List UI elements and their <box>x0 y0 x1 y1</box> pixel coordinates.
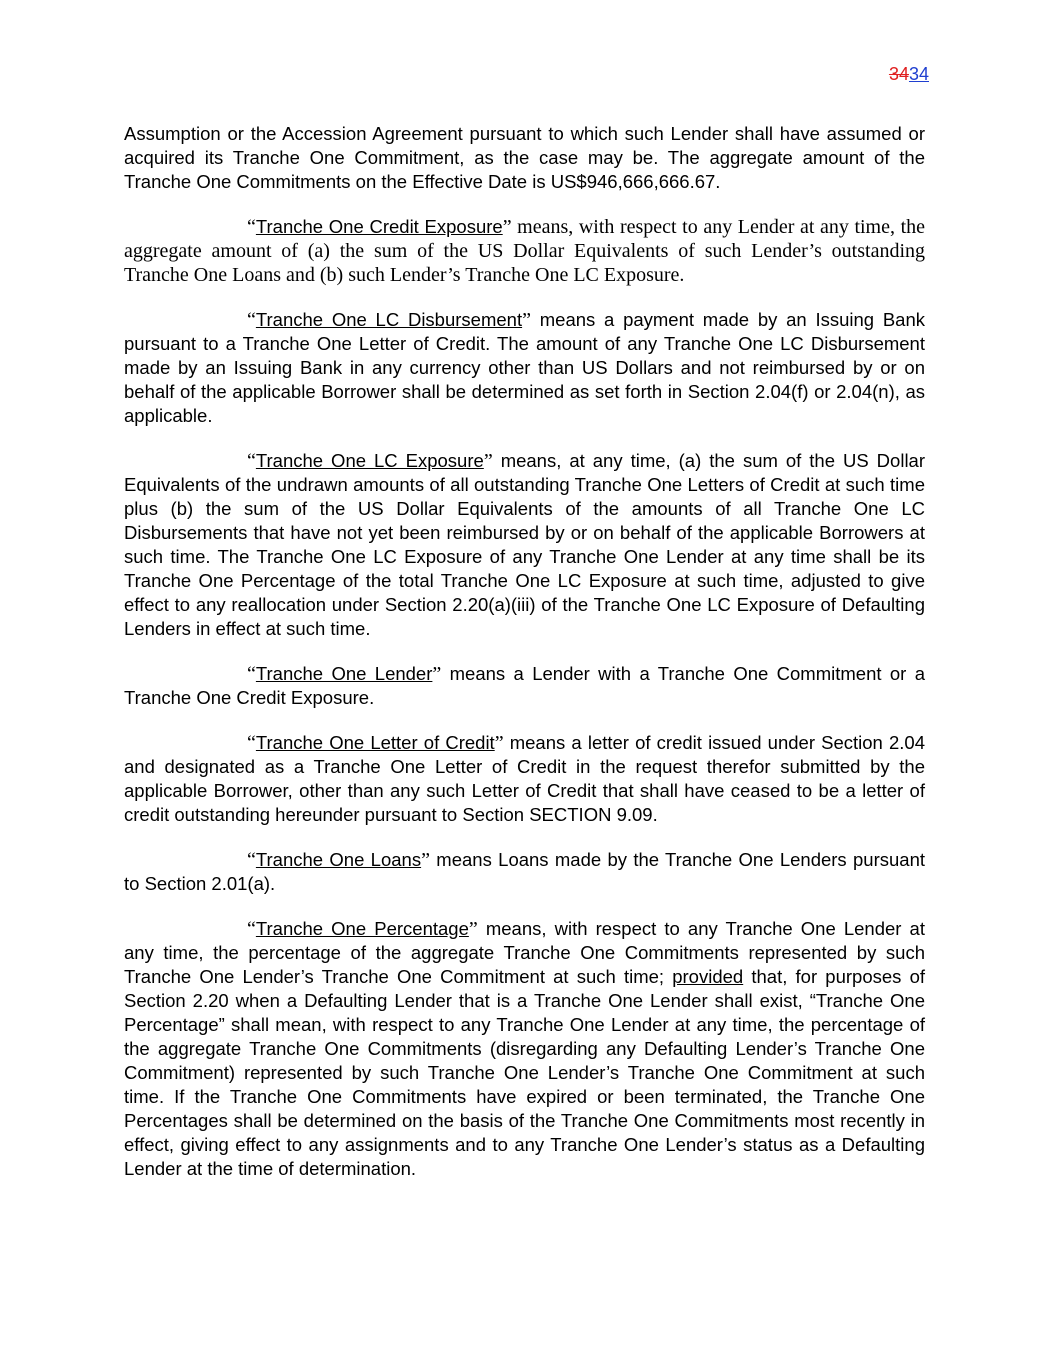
open-quote: “ <box>247 663 256 685</box>
close-quote: ” <box>522 309 531 331</box>
proviso-term: provided <box>672 966 744 987</box>
defined-term: Tranche One Lender <box>255 663 433 684</box>
definition-tranche-one-lc-disbursement <box>124 308 925 428</box>
page-number <box>889 62 929 86</box>
page-number-inserted: 34 <box>908 64 929 84</box>
open-quote: “ <box>247 732 256 754</box>
definition-text: means a payment made by an Issuing Bank pursuant to a Tranche One Letter of Credit. The amount of any Tranche One LC Disbursement made by an Issuing Bank in any currency other than US Dollars and not reimbursed by or on behalf of the applicable Borrower shall be determined as set forth in Section 2.04(f) or 2.04(n), as applicable. <box>124 309 925 426</box>
definition-text: means a Lender with a Tranche One Commitment or a Tranche One Credit Exposure. <box>124 663 925 708</box>
open-quote: “ <box>247 309 256 331</box>
document-body <box>124 122 925 1202</box>
definition-tranche-one-loans <box>124 848 925 896</box>
defined-term: Tranche One LC Disbursement <box>255 309 523 330</box>
definition-text: means a letter of credit issued under Section 2.04 and designated as a Tranche One Letter of Credit in the request therefor submitted by the applicable Borrower, other than any such Letter of Credit that shall have ceased to be a letter of credit outstanding hereunder pursuant to Section SECTION 9.09. <box>124 732 926 825</box>
close-quote: ” <box>421 849 430 871</box>
defined-term: Tranche One Letter of Credit <box>255 732 495 753</box>
defined-term: Tranche One LC Exposure <box>255 450 484 471</box>
defined-term: Tranche One Percentage <box>255 918 469 939</box>
definition-text: means, with respect to any Lender at any time, the aggregate amount of (a) the sum of the US Dollar Equivalents of such Lender’s outstanding Tranche One Loans and (b) such Lender’s Tranche One LC Exposure. <box>124 216 925 286</box>
definition-tranche-one-lc-exposure <box>124 449 925 641</box>
paragraph-text: Assumption or the Accession Agreement pursuant to which such Lender shall have assumed or acquired its Tranche One Commitment, as the case may be. The aggregate amount of the Tranche One Commitments on the Effective Date is US$946,666,666.67. <box>124 123 925 192</box>
close-quote: ” <box>483 450 493 472</box>
open-quote: “ <box>247 450 256 472</box>
paragraph-continuation <box>124 122 925 194</box>
open-quote: “ <box>247 918 256 940</box>
definition-tranche-one-credit-exposure <box>124 215 925 287</box>
defined-term: Tranche One Loans <box>255 849 422 870</box>
open-quote: “ <box>247 216 256 238</box>
definition-tranche-one-letter-of-credit <box>124 731 925 827</box>
defined-term: Tranche One Credit Exposure <box>255 216 503 237</box>
close-quote: ” <box>468 918 478 940</box>
open-quote: “ <box>247 849 256 871</box>
definition-text: means, with respect to any Tranche One Lender at any time, the percentage of the aggregate Tranche One Commitments represented by such Tranche One Lender’s Tranche One Commitment at such time; <box>124 918 925 987</box>
definition-tranche-one-percentage <box>124 917 925 1181</box>
definition-text-continued: that, for purposes of Section 2.20 when a Defaulting Lender that is a Tranche One Lender shall exist, “Tranche One Percentage” shall mean, with respect to any Tranche One Lender at any time, the percentage of the aggregate Tranche One Commitments (disregarding any Defaulting Lender’s Tranche One Commitment) represented by such Tranche One Lender’s Tranche One Commitment at such time. If the Tranche One Commitments have expired or been terminated, the Tranche One Percentages shall be determined on the basis of the Tranche One Commitments most recently in effect, giving effect to any assignments and to any Tranche One Lender’s status as a Defaulting Lender at the time of determination. <box>124 966 925 1179</box>
definition-text: means Loans made by the Tranche One Lenders pursuant to Section 2.01(a). <box>124 849 925 894</box>
close-quote: ” <box>432 663 442 685</box>
close-quote: ” <box>502 216 512 238</box>
page-number-deleted: 34 <box>888 64 909 84</box>
close-quote: ” <box>494 732 504 754</box>
definition-tranche-one-lender <box>124 662 925 710</box>
definition-text: means, at any time, (a) the sum of the US Dollar Equivalents of the undrawn amounts of all outstanding Tranche One Letters of Credit at such time plus (b) the sum of the US Dollar Equivalents of the amounts of all Tranche One LC Disbursements that have not yet been reimbursed by or on behalf of the applicable Borrowers at such time. The Tranche One LC Exposure of any Tranche One Lender at any time shall be its Tranche One Percentage of the total Tranche One LC Exposure at such time, adjusted to give effect to any reallocation under Section 2.20(a)(iii) of the Tranche One LC Exposure of Defaulting Lenders in effect at such time. <box>124 450 926 639</box>
